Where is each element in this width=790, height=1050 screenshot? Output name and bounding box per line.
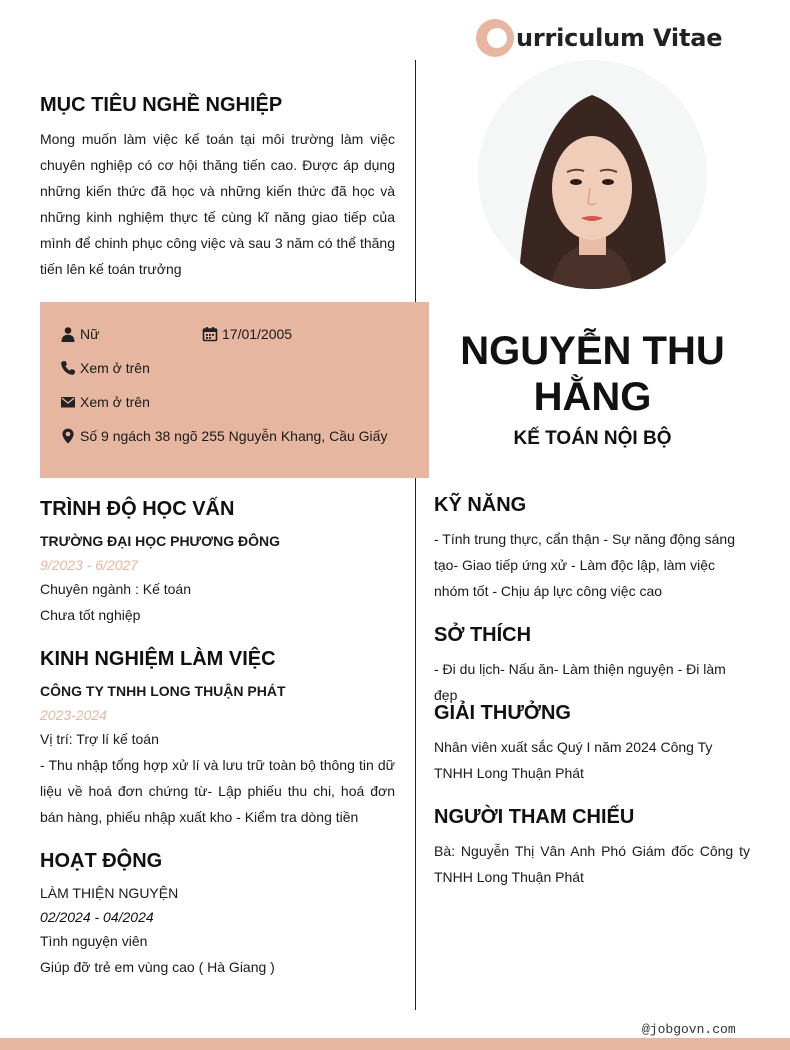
experience-title: KINH NGHIỆM LÀM VIỆC [40, 648, 276, 670]
calendar-icon [202, 326, 218, 342]
person-icon [60, 326, 76, 342]
activity-role: Tình nguyện viên [40, 933, 148, 949]
skills-text: - Tính trung thực, cẩn thận - Sự năng động sáng tạo- Giao tiếp ứng xử - Làm độc lập, làm việc nhóm tốt - Chịu áp lực công việc cao [434, 531, 736, 599]
education-period: 9/2023 - 6/2027 [40, 557, 139, 573]
objective-title: MỤC TIÊU NGHỀ NGHIỆP [40, 94, 283, 116]
experience-position: Vị trí: Trợ lí kế toán [40, 731, 159, 747]
experience-description: - Thu nhập tổng hợp xử lí và lưu trữ toàn bộ thông tin dữ liệu về hoá đơn chứng từ- Lập phiếu thu chi, hoá đơn bán hàng, phiếu nhập xuất kho - Kiểm tra dòng tiền [40, 757, 395, 825]
experience-period: 2023-2024 [40, 707, 107, 723]
activity-period: 02/2024 - 04/2024 [40, 909, 154, 925]
phone-item [60, 360, 150, 376]
cv-logo [476, 18, 722, 58]
email-value: Xem ở trên [80, 394, 150, 410]
map-pin-icon [60, 428, 76, 444]
gender-value: Nữ [80, 326, 100, 342]
footer-website: @jobgovn.com [642, 1022, 736, 1037]
experience-company: CÔNG TY TNHH LONG THUẬN PHÁT [40, 683, 286, 699]
activities-title: HOẠT ĐỘNG [40, 850, 163, 872]
education-school: TRƯỜNG ĐẠI HỌC PHƯƠNG ĐÔNG [40, 533, 281, 549]
logo-text: urriculum Vitae [516, 24, 723, 52]
phone-value: Xem ở trên [80, 360, 150, 376]
education-title: TRÌNH ĐỘ HỌC VẤN [40, 498, 235, 520]
education-status: Chưa tốt nghiệp [40, 607, 141, 623]
education-major: Chuyên ngành : Kế toán [40, 581, 192, 597]
gender-item [60, 326, 99, 342]
envelope-icon [60, 394, 76, 410]
awards-text: Nhân viên xuất sắc Quý I năm 2024 Công Ty TNHH Long Thuận Phát [434, 739, 713, 781]
address-value: Số 9 ngách 38 ngõ 255 Nguyễn Khang, Cầu Giấy [80, 428, 388, 444]
hobbies-title: SỞ THÍCH [434, 624, 532, 646]
phone-icon [60, 360, 76, 376]
activity-description: Giúp đỡ trẻ em vùng cao ( Hà Giang ) [40, 959, 275, 975]
column-divider [415, 60, 416, 1010]
hobbies-text: - Đi du lịch- Nấu ăn- Làm thiện nguyện - Đi làm đẹp [434, 661, 726, 703]
skills-title: KỸ NĂNG [434, 494, 527, 516]
address-item [60, 428, 387, 444]
activity-name: LÀM THIỆN NGUYỆN [40, 885, 179, 901]
candidate-name: NGUYỄN THU HẰNG [460, 329, 725, 419]
objective-text: Mong muốn làm việc kế toán tại môi trường làm việc chuyên nghiệp có cơ hội thăng tiến cao. Được áp dụng những kiến thức đã học và những kiến thức đã học và những kinh nghiệm thực tế cùng kĩ năng giao tiếp của mình để chinh phục công việc và sau 3 năm có thể thăng tiến lên kế toán trưởng [40, 131, 395, 277]
email-item [60, 394, 150, 410]
awards-title: GIẢI THƯỞNG [434, 702, 571, 724]
references-text: Bà: Nguyễn Thị Vân Anh Phó Giám đốc Công ty TNHH Long Thuận Phát [434, 843, 750, 885]
portrait-illustration [478, 60, 707, 289]
dob-value: 17/01/2005 [222, 326, 293, 342]
profile-photo [478, 60, 707, 289]
logo-c-mark [476, 19, 514, 57]
references-title: NGƯỜI THAM CHIẾU [434, 806, 635, 828]
dob-item [202, 326, 292, 342]
candidate-job-title: KẾ TOÁN NỘI BỘ [513, 428, 672, 449]
personal-info-box [40, 302, 429, 478]
footer-bar [0, 1038, 790, 1050]
